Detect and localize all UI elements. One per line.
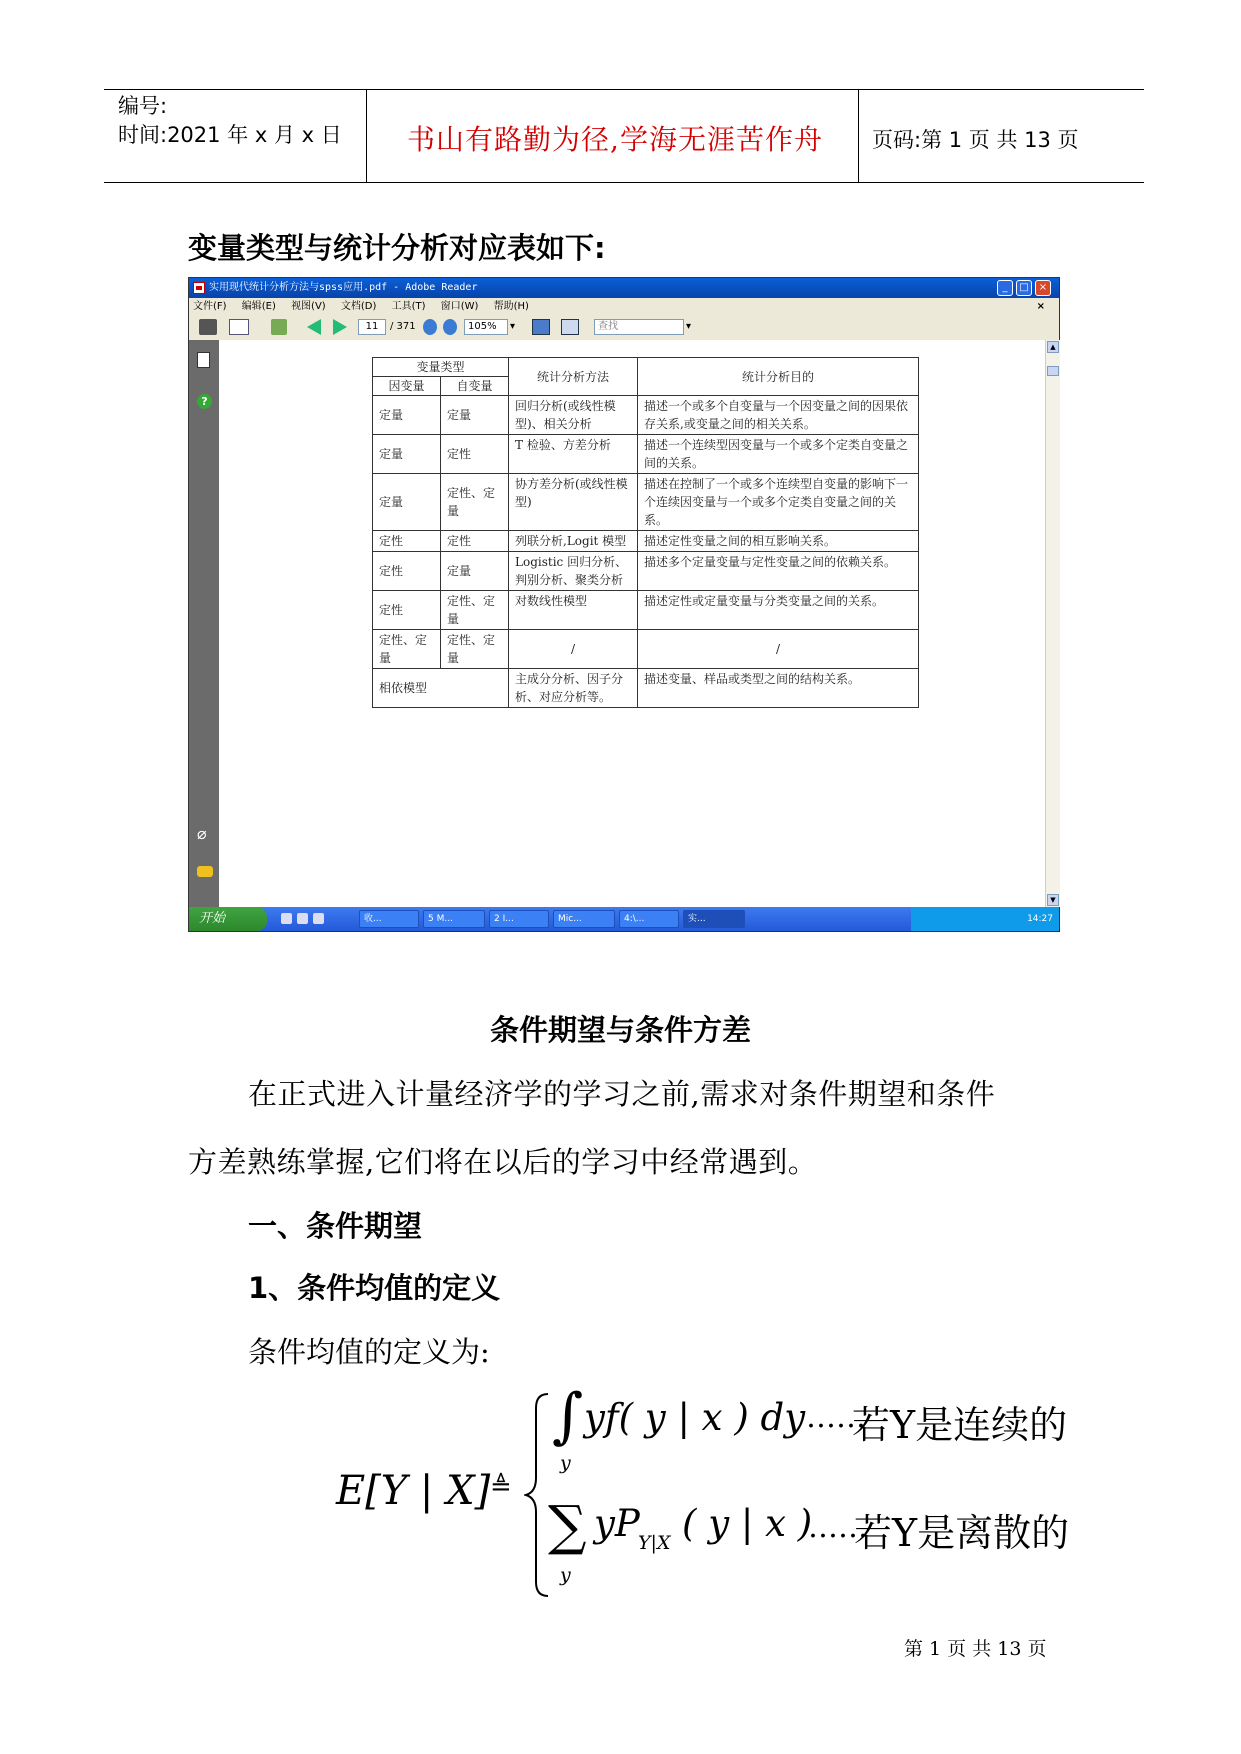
table-cell-purpose: 描述多个定量变量与定性变量之间的依赖关系。 [638,552,919,591]
table-cell-method: 列联分析,Logit 模型 [509,531,638,552]
menu-view[interactable]: 视图(V) [291,301,326,312]
formula-case2-subscript: Y|X [638,1532,671,1554]
table-cell-method: 协方差分析(或线性模型) [509,474,638,531]
pdf-app-icon [193,282,205,294]
formula-block [330,1381,1130,1606]
taskbar-item[interactable]: 4:\... [619,910,679,928]
email-icon[interactable] [229,319,249,335]
menu-document[interactable]: 文档(D) [340,301,377,312]
minimize-button[interactable]: _ [997,280,1013,296]
quicklaunch-desktop-icon[interactable] [297,913,308,924]
formula-case1-dots: …… [806,1400,866,1435]
embedded-reader-screenshot [188,277,1060,932]
close-button[interactable]: × [1035,280,1051,296]
system-tray [911,907,1059,931]
reader-window-title: 实用现代统计分析方法与spss应用.pdf - Adobe Reader [209,282,478,293]
reader-titlebar [189,278,1059,298]
sum-subscript: y [560,1564,571,1586]
intro-heading: 变量类型与统计分析对应表如下: [188,231,606,265]
table-head-independent: 自变量 [441,377,509,396]
table-cell-dep: 定性 [373,531,441,552]
formula-case2-argument: ( y | x ) [682,1502,813,1545]
table-cell-dep: 定量 [373,474,441,531]
search-dropdown-icon[interactable]: ▾ [686,321,692,332]
taskbar-item[interactable]: Mic... [553,910,615,928]
taskbar-item-active[interactable]: 实... [683,910,745,928]
definition-intro: 条件均值的定义为: [248,1335,490,1369]
table-cell-indep: 定量 [441,552,509,591]
header-number-label: 编号: [118,94,168,118]
table-cell-dep: 定量 [373,396,441,435]
header-page-info: 页码:第 1 页 共 13 页 [872,128,1079,152]
maximize-button[interactable]: □ [1016,280,1032,296]
formula-case1-expression: yf( y | x ) dy [584,1396,806,1439]
previous-page-icon[interactable] [307,319,321,335]
menu-tools[interactable]: 工具(T) [391,301,426,312]
table-row [373,630,919,669]
summation-sign-icon: ∑ [548,1494,587,1557]
page-footer: 第 1 页 共 13 页 [904,1638,1047,1660]
table-cell-dep: 定性、定量 [373,630,441,669]
vertical-scrollbar[interactable] [1045,340,1060,907]
table-cell-indep: 定性、定量 [441,474,509,531]
table-cell-purpose: 描述变量、样品或类型之间的结构关系。 [638,669,919,708]
menu-file[interactable]: 文件(F) [193,301,227,312]
formula-case2-expression: yP [594,1502,640,1545]
table-row [373,396,919,435]
table-head-purpose: 统计分析目的 [638,358,919,396]
fit-width-icon[interactable] [561,319,579,335]
quicklaunch-media-icon[interactable] [313,913,324,924]
integral-sign-icon: ∫ [552,1381,584,1451]
comments-icon[interactable] [197,866,213,877]
table-cell-method: 主成分分析、因子分析、对应分析等。 [509,669,638,708]
table-cell-purpose: / [638,630,919,669]
formula-case1-condition: 若Y是连续的 [852,1403,1068,1447]
scroll-up-icon[interactable]: ▲ [1047,341,1059,353]
zoom-in-icon[interactable] [443,319,457,335]
table-cell-method: Logistic 回归分析、判别分析、聚类分析 [509,552,638,591]
table-cell-method: 回归分析(或线性模型)、相关分析 [509,396,638,435]
reader-menubar [189,298,1059,315]
menu-window[interactable]: 窗口(W) [440,301,479,312]
table-cell-indep: 定性、定量 [441,630,509,669]
table-cell-indep: 定性、定量 [441,591,509,630]
table-cell-method: T 检验、方差分析 [509,435,638,474]
windows-taskbar [189,907,1059,931]
header-bottom-rule [104,182,1144,183]
variable-analysis-table [372,357,919,708]
table-cell-dep: 定量 [373,435,441,474]
header-divider-right [858,90,859,183]
print-icon[interactable] [199,319,217,335]
help-icon[interactable]: ? [197,394,212,409]
table-cell-method: 对数线性模型 [509,591,638,630]
table-cell-method: / [509,630,638,669]
fit-page-icon[interactable] [532,319,550,335]
heading-conditional-mean-definition: 1、条件均值的定义 [248,1271,501,1305]
table-cell-indep: 定性 [441,531,509,552]
table-row [373,531,919,552]
navigation-panel [189,340,219,907]
menu-help[interactable]: 帮助(H) [493,301,529,312]
taskbar-item[interactable]: 5 M... [423,910,485,928]
search-input[interactable]: 查找 [594,319,684,335]
table-head-method: 统计分析方法 [509,358,638,396]
scroll-thumb[interactable] [1047,366,1059,376]
table-cell-purpose: 描述一个连续型因变量与一个或多个定类自变量之间的关系。 [638,435,919,474]
heading-conditional-expectation: 一、条件期望 [248,1209,423,1243]
formula-defeq: ≜ [490,1472,512,1502]
header-divider-left [366,90,367,183]
scroll-down-icon[interactable]: ▼ [1047,894,1059,906]
table-cell-purpose: 描述一个或多个自变量与一个因变量之间的因果依存关系,或变量之间的相关关系。 [638,396,919,435]
snapshot-icon[interactable] [271,319,287,335]
table-cell-indep: 定量 [441,396,509,435]
table-head-group: 变量类型 [373,358,509,377]
paragraph-line-1: 在正式进入计量经济学的学习之前,需求对条件期望和条件 [248,1077,996,1111]
start-button[interactable]: 开始 [189,907,267,931]
section-title: 条件期望与条件方差 [489,1013,751,1047]
header-meta [118,92,342,150]
table-cell-model: 相依模型 [373,669,509,708]
integral-subscript: y [560,1452,571,1474]
header-time-label: 时间:2021 年 x 月 x 日 [118,123,342,147]
header-top-rule [104,89,1144,90]
quicklaunch-ie-icon[interactable] [281,913,292,924]
table-row [373,474,919,531]
next-page-icon[interactable] [333,319,347,335]
page-total: / 371 [390,321,416,332]
table-row [373,591,919,630]
zoom-level-select[interactable]: 105% [464,319,508,335]
pages-icon[interactable] [197,352,210,368]
zoom-dropdown-icon[interactable]: ▾ [510,321,516,332]
table-cell-purpose: 描述定性变量之间的相互影响关系。 [638,531,919,552]
table-row [373,552,919,591]
page-number-input[interactable]: 11 [358,319,386,335]
table-cell-dep: 定性 [373,591,441,630]
tray-clock: 14:27 [1027,914,1053,924]
header-motto: 书山有路勤为径,学海无涯苦作舟 [407,123,823,156]
formula-case2-condition: 若Y是离散的 [854,1511,1070,1555]
table-cell-dep: 定性 [373,552,441,591]
menu-edit[interactable]: 编辑(E) [241,301,276,312]
formula-case2-dots: …… [808,1510,868,1545]
reader-toolbar [189,315,1059,341]
pdf-page-view [219,340,1045,907]
table-cell-indep: 定性 [441,435,509,474]
paragraph-line-2: 方差熟练掌握,它们将在以后的学习中经常遇到。 [188,1145,818,1179]
taskbar-item[interactable]: 2 I... [489,910,549,928]
formula-lhs: E[Y | X] [336,1468,491,1514]
table-cell-purpose: 描述在控制了一个或多个连续型自变量的影响下一个连续因变量与一个或多个定类自变量之间的关系。 [638,474,919,531]
table-row [373,435,919,474]
taskbar-item[interactable]: 收... [359,910,419,928]
table-cell-purpose: 描述定性或定量变量与分类变量之间的关系。 [638,591,919,630]
table-row [373,669,919,708]
zoom-out-icon[interactable] [423,319,437,335]
attachment-icon[interactable]: ⌀ [197,824,207,843]
document-close-icon[interactable]: × [1036,301,1045,312]
table-head-dependent: 因变量 [373,377,441,396]
